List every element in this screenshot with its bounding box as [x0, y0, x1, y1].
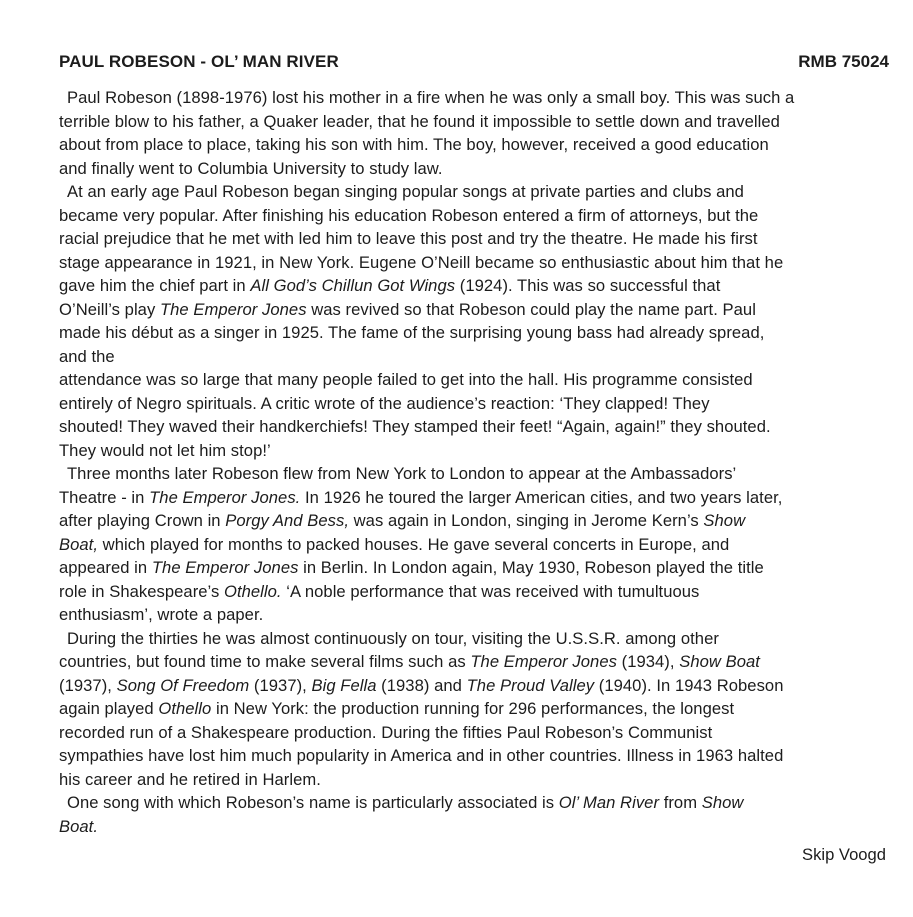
text-line: [59, 791, 893, 815]
text-run: (1940). In 1943 Robeson: [594, 675, 784, 695]
italic-title-text: The Emperor Jones: [470, 652, 617, 671]
italic-title-text: The Emperor Jones.: [149, 487, 301, 507]
text-run: was again in London, singing in Jerome Kern’s: [348, 511, 704, 530]
text-run: role in Shakespeare’s: [59, 581, 224, 601]
italic-title-text: The Emperor Jones: [151, 558, 299, 577]
italic-title-text: Show: [703, 511, 746, 530]
text-run: entirely of Negro spirituals. A critic wrote of the audience’s reaction: ‘They clapped! They: [59, 393, 710, 413]
text-line: [59, 204, 893, 228]
italic-title-text: Show Boat: [679, 652, 760, 671]
text-run: made his début as a singer in 1925. The fame of the surprising young bass had already spread,: [59, 323, 765, 342]
text-line: [59, 462, 893, 486]
text-line: [59, 744, 893, 768]
text-run: racial prejudice that he met with led him to leave this post and try the theatre. He made his first: [59, 229, 758, 248]
italic-title-text: Big Fella: [311, 675, 377, 695]
text-run: again played: [59, 699, 159, 718]
text-line: [59, 251, 893, 275]
text-line: [59, 533, 893, 557]
text-run: terrible blow to his father, a Quaker leader, that he found it impossible to settle down and travelled: [59, 111, 780, 131]
text-line: [59, 345, 893, 369]
text-line: [59, 274, 893, 298]
text-run: was revived so that Robeson could play the name part. Paul: [306, 299, 756, 319]
text-line: [59, 110, 893, 134]
text-line: [59, 627, 893, 651]
text-run: about from place to place, taking his son with him. The boy, however, received a good education: [59, 135, 769, 154]
text-line: [59, 133, 893, 157]
italic-title-text: Ol’ Man River: [558, 793, 660, 812]
text-run: In 1926 he toured the larger American cities, and two years later,: [300, 487, 783, 507]
text-run: sympathies have lost him much popularity in America and in other countries. Illness in 1963 halted: [59, 746, 784, 765]
text-run: (1934),: [616, 652, 680, 671]
text-line: [59, 509, 893, 533]
text-line: [59, 721, 893, 745]
header: [59, 52, 889, 74]
page-title: PAUL ROBESON - OL’ MAN RIVER: [59, 52, 339, 71]
text-line: [59, 486, 893, 510]
text-line: [59, 180, 893, 204]
text-run: stage appearance in 1921, in New York. Eugene O’Neill became so enthusiastic about him that he: [59, 252, 784, 272]
text-line: [59, 603, 893, 627]
text-run: and the: [59, 346, 115, 366]
text-run: appeared in: [59, 558, 152, 577]
text-line: [59, 580, 893, 604]
text-run: in New York: the production running for 296 performances, the longest: [211, 699, 735, 718]
italic-title-text: Show: [701, 793, 744, 812]
italic-title-text: The Emperor Jones: [159, 299, 307, 319]
text-run: At an early age Paul Robeson began singing popular songs at private parties and clubs and: [67, 182, 744, 201]
text-run: after playing Crown in: [59, 511, 226, 530]
italic-title-text: Porgy And Bess,: [225, 511, 349, 530]
text-run: shouted! They waved their handkerchiefs! They stamped their feet! “Again, again!” they shouted.: [59, 417, 771, 436]
text-run: recorded run of a Shakespeare production. During the fifties Paul Robeson’s Communist: [59, 722, 713, 742]
author-signature: Skip Voogd: [802, 845, 886, 864]
text-line: [59, 768, 893, 792]
text-run: (1937),: [249, 675, 312, 695]
text-line: [59, 298, 893, 322]
text-line: [59, 227, 893, 251]
text-run: ‘A noble performance that was received with tumultuous: [281, 581, 700, 601]
text-line: [59, 815, 893, 839]
text-run: (1924). This was so successful that: [455, 276, 721, 295]
italic-title-text: Boat,: [59, 534, 98, 554]
text-line: [59, 86, 893, 110]
italic-title-text: Song Of Freedom: [116, 675, 250, 695]
italic-title-text: Boat.: [59, 816, 98, 836]
text-run: his career and he retired in Harlem.: [59, 769, 321, 789]
text-run: and finally went to Columbia University to study law.: [59, 158, 443, 178]
text-run: attendance was so large that many people failed to get into the hall. His programme consisted: [59, 370, 753, 389]
text-run: (1938) and: [376, 675, 467, 695]
text-run: which played for months to packed houses. He gave several concerts in Europe, and: [98, 534, 730, 554]
text-run: They would not let him stop!’: [59, 440, 271, 460]
text-line: [59, 157, 893, 181]
text-run: (1937),: [59, 675, 117, 695]
article-body: [59, 86, 893, 838]
text-run: Paul Robeson (1898-1976) lost his mother in a fire when he was only a small boy. This was such a: [67, 88, 795, 107]
italic-title-text: All God’s Chillun Got Wings: [250, 276, 456, 295]
italic-title-text: The Proud Valley: [466, 675, 595, 695]
text-run: countries, but found time to make several films such as: [59, 652, 471, 671]
text-run: enthusiasm’, wrote a paper.: [59, 605, 264, 624]
text-line: [59, 650, 893, 674]
text-run: Theatre - in: [59, 487, 150, 507]
text-run: from: [659, 793, 702, 812]
text-run: O’Neill’s play: [59, 299, 160, 319]
catalog-number: RMB 75024: [798, 52, 889, 71]
text-line: [59, 697, 893, 721]
italic-title-text: Othello.: [224, 581, 282, 601]
text-run: One song with which Robeson’s name is particularly associated is: [67, 793, 559, 812]
text-line: [59, 674, 893, 698]
text-run: gave him the chief part in: [59, 276, 251, 295]
text-run: During the thirties he was almost continuously on tour, visiting the U.S.S.R. among other: [67, 628, 719, 648]
text-line: [59, 368, 893, 392]
italic-title-text: Othello: [158, 699, 212, 718]
text-run: in Berlin. In London again, May 1930, Robeson played the title: [298, 558, 764, 577]
text-line: [59, 556, 893, 580]
text-line: [59, 439, 893, 463]
text-line: [59, 392, 893, 416]
text-run: Three months later Robeson flew from New York to London to appear at the Ambassadors’: [67, 464, 737, 483]
text-line: [59, 321, 893, 345]
text-run: became very popular. After finishing his education Robeson entered a firm of attorneys, but the: [59, 205, 759, 225]
text-line: [59, 415, 893, 439]
